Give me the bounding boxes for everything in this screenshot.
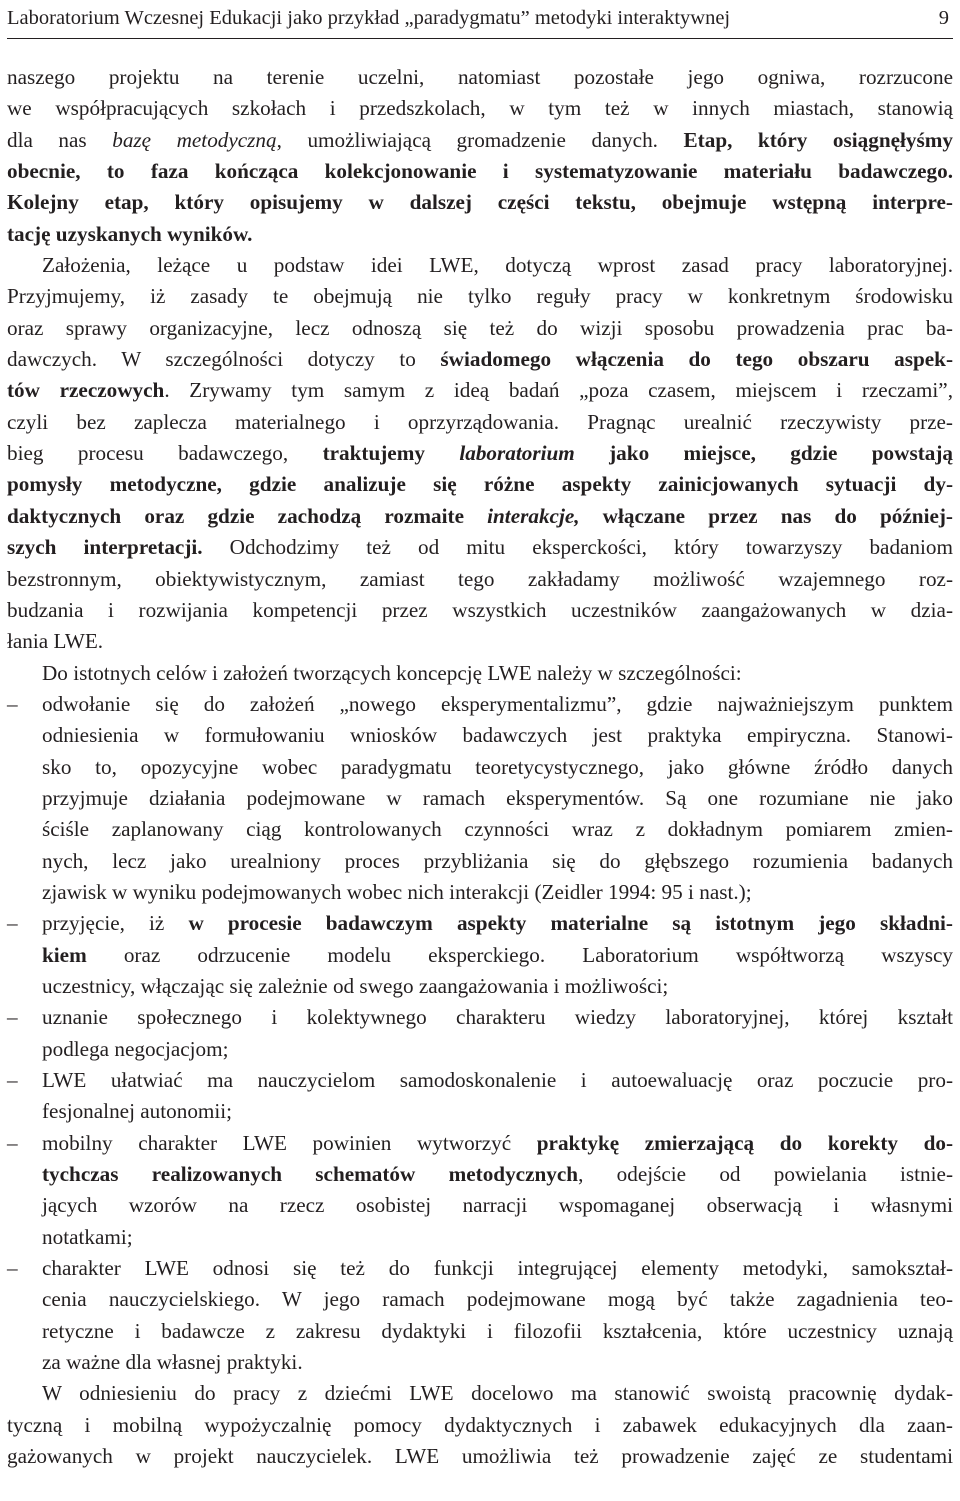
text-run: naszego projektu na terenie uczelni, natomiast pozostałe jego ogniwa, rozrzucone	[7, 65, 953, 89]
text-run: laboratorium	[459, 441, 575, 466]
text-run: ściśle zaplanowany ciąg kontrolowanych czynności wraz z dokładnym pomiarem zmien-	[42, 817, 953, 842]
text-run: kiem	[42, 942, 87, 967]
document-page	[7, 0, 953, 1469]
text-run: tów rzeczowych	[7, 378, 165, 403]
text-run: sko to, opozycyjne wobec paradygmatu teoretycystycznego, jako główne źródło danych	[42, 754, 953, 779]
text-line	[7, 407, 953, 438]
text-run: retyczne i badawcze z zakresu dydaktyki i filozofii kształcenia, które uczestnicy uznają	[42, 1318, 953, 1343]
text-line	[7, 344, 953, 375]
text-run: czyli bez zaplecza materialnego i oprzyrządowania. Pragnąc urealnić rzeczywisty prze-	[7, 409, 953, 434]
running-header	[7, 0, 953, 39]
text-line	[7, 187, 953, 218]
text-run: . Zrywamy tym samym z ideą badań „poza czasem, miejscem i rzeczami”,	[164, 378, 953, 403]
text-line	[7, 1441, 953, 1472]
text-line	[7, 313, 953, 344]
list-item	[7, 908, 953, 939]
text-line	[7, 658, 953, 689]
text-line	[7, 1190, 953, 1221]
text-run: W odniesieniu do pracy z dziećmi LWE docelowo ma stanowić swoistą pracownię dydak-	[42, 1381, 953, 1406]
bullet-dash: –	[7, 1256, 18, 1281]
text-run: tychczas realizowanych schematów metodycznych	[42, 1162, 579, 1187]
text-run: oraz sprawy organizacyjne, lecz odnoszą się też do wizji sposobu prowadzenia prac ba-	[7, 315, 953, 340]
text-run: za ważne dla własnej praktyki.	[42, 1350, 303, 1375]
text-line	[7, 1222, 953, 1253]
text-line	[7, 626, 953, 657]
bullet-dash: –	[7, 1130, 18, 1155]
text-line	[7, 595, 953, 626]
text-run: obecnie, to faza kończąca kolekcjonowanie i systematyzowanie materiału badawczego.	[7, 159, 953, 184]
text-line	[7, 250, 953, 281]
text-line	[7, 62, 953, 93]
body-text	[7, 62, 953, 1472]
text-run: oraz odrzucenie modelu eksperckiego. Laboratorium współtworzą wszyscy	[86, 942, 953, 967]
text-line	[7, 93, 953, 124]
bullet-dash: –	[7, 1068, 18, 1092]
text-run: gażowanych w projekt nauczycielek. LWE umożliwia też prowadzenie zajęć ze studentami	[7, 1444, 953, 1469]
text-run: odwołanie się do założeń „nowego eksperymentalizmu”, gdzie najważniejszym punktem	[42, 691, 953, 716]
text-run: uczestnicy, włączając się zależnie od swego zaangażowania i możliwości;	[42, 973, 669, 998]
text-run: nych, lecz jako urealniony proces przybliżania się do głębszego rozumienia badanych	[42, 848, 953, 873]
text-run: daktycznych oraz gdzie zachodzą rozmaite	[7, 503, 488, 528]
bullet-dash: –	[7, 911, 18, 936]
text-line	[7, 814, 953, 845]
text-run: mobilny charakter LWE powinien wytworzyć	[42, 1130, 537, 1155]
text-line	[7, 501, 953, 532]
text-run: odniesienia w formułowaniu wniosków badawczych jest praktyka empiryczna. Stanowi-	[42, 723, 953, 748]
text-line	[7, 564, 953, 595]
text-run: traktujemy	[322, 441, 460, 466]
text-line	[7, 1284, 953, 1315]
text-run: Odchodzimy też od mitu eksperckości, który towarzyszy badaniom	[202, 535, 953, 560]
text-line	[7, 156, 953, 187]
list-item	[7, 1002, 953, 1033]
list-item	[7, 1065, 953, 1096]
text-line	[7, 720, 953, 751]
text-run: jących wzorów na rzecz osobistej narracji wspomaganej obserwacją i własnymi	[42, 1193, 953, 1218]
text-run: łania LWE.	[7, 629, 104, 654]
text-run: cenia nauczycielskiego. W jego ramach podejmowane mogą być także zagadnienia teo-	[42, 1287, 953, 1312]
text-run: bieg procesu badawczego,	[7, 441, 323, 466]
text-run: tację uzyskanych wyników.	[7, 221, 253, 246]
text-run: świadomego włączenia do tego obszaru aspek-	[440, 347, 953, 372]
text-line	[7, 1347, 953, 1378]
text-run: włączane przez nas do później-	[579, 503, 953, 528]
text-run: praktykę zmierzającą do korekty do-	[536, 1130, 953, 1155]
list-item	[7, 1128, 953, 1159]
text-run: uznanie społecznego i kolektywnego charakteru wiedzy laboratoryjnej, której kształt	[42, 1005, 953, 1030]
text-run: przyjmuje działania podejmowane w ramach eksperymentów. Są one rozumiane nie jako	[42, 785, 953, 810]
text-run: we współpracujących szkołach i przedszkolach, w tym też w innych miastach, stanowią	[7, 96, 953, 121]
text-line	[7, 532, 953, 563]
text-run: bezstronnym, obiektywistycznym, zamiast tego zakładamy możliwość wzajemnego roz-	[7, 566, 953, 591]
text-run: bazę metodyczną	[112, 127, 277, 152]
bullet-dash: –	[7, 1005, 18, 1030]
text-line	[7, 281, 953, 312]
text-run: dawczych. W szczególności dotyczy to	[7, 347, 441, 372]
text-line	[7, 1378, 953, 1409]
text-run: przyjęcie, iż	[42, 911, 189, 936]
text-run: podlega negocjacjom;	[42, 1036, 229, 1061]
text-run: Założenia, leżące u podstaw idei LWE, dotyczą wprost zasad pracy laboratoryjnej.	[42, 253, 953, 278]
text-line	[7, 877, 953, 908]
text-line	[7, 125, 953, 156]
text-run: , umożliwiającą gromadzenie danych.	[276, 127, 684, 152]
text-run: interakcje,	[487, 503, 580, 528]
text-line	[7, 1034, 953, 1065]
text-run: jako miejsce, gdzie powstają	[574, 441, 953, 466]
text-line	[7, 469, 953, 500]
running-title: Laboratorium Wczesnej Edukacji jako przykład „paradygmatu” metodyki interaktywnej	[7, 7, 731, 29]
text-line	[7, 846, 953, 877]
bullet-dash: –	[7, 691, 18, 716]
text-run: notatkami;	[42, 1224, 133, 1249]
text-run: Kolejny etap, który opisujemy w dalszej części tekstu, obejmuje wstępną interpre-	[7, 190, 953, 215]
text-line	[7, 438, 953, 469]
text-run: tyczną i mobilną wypożyczalnię pomocy dydaktycznych i zabawek edukacyjnych dla zaan-	[7, 1412, 953, 1437]
text-run: fesjonalnej autonomii;	[42, 1099, 233, 1124]
text-line	[7, 219, 953, 250]
text-line	[7, 1096, 953, 1127]
text-line	[7, 971, 953, 1002]
text-line	[7, 940, 953, 971]
text-run: zjawisk w wyniku podejmowanych wobec nich interakcji (Zeidler 1994: 95 i nast.);	[42, 879, 752, 904]
text-line	[7, 375, 953, 406]
text-run: pomysły metodyczne, gdzie analizuje się różne aspekty zainicjowanych sytuacji dy-	[7, 472, 953, 497]
text-run: LWE ułatwiać ma nauczycielom samodoskonalenie i autoewaluację oraz poczucie pro-	[42, 1068, 953, 1092]
list-item	[7, 1253, 953, 1284]
list-item	[7, 689, 953, 720]
page-number: 9	[938, 7, 949, 29]
text-run: charakter LWE odnosi się też do funkcji integrującej elementy metodyki, samokształ-	[42, 1256, 953, 1281]
text-run: dla nas	[7, 127, 113, 152]
text-run: , odejście od powielania istnie-	[578, 1162, 953, 1187]
text-line	[7, 1316, 953, 1347]
text-run: Etap, który osiągnęłyśmy	[683, 127, 953, 152]
text-run: Do istotnych celów i założeń tworzących koncepcję LWE należy w szczególności:	[42, 660, 742, 685]
text-line	[7, 783, 953, 814]
text-run: Przyjmujemy, iż zasady te obejmują nie tylko reguły pracy w konkretnym środowisku	[7, 284, 953, 309]
text-line	[7, 1159, 953, 1190]
text-line	[7, 1410, 953, 1441]
text-run: w procesie badawczym aspekty materialne są istotnym jego składni-	[188, 911, 953, 936]
text-run: szych interpretacji.	[7, 535, 203, 560]
text-line	[7, 752, 953, 783]
text-run: budzania i rozwijania kompetencji przez wszystkich uczestników zaangażowanych w dzia-	[7, 597, 953, 622]
